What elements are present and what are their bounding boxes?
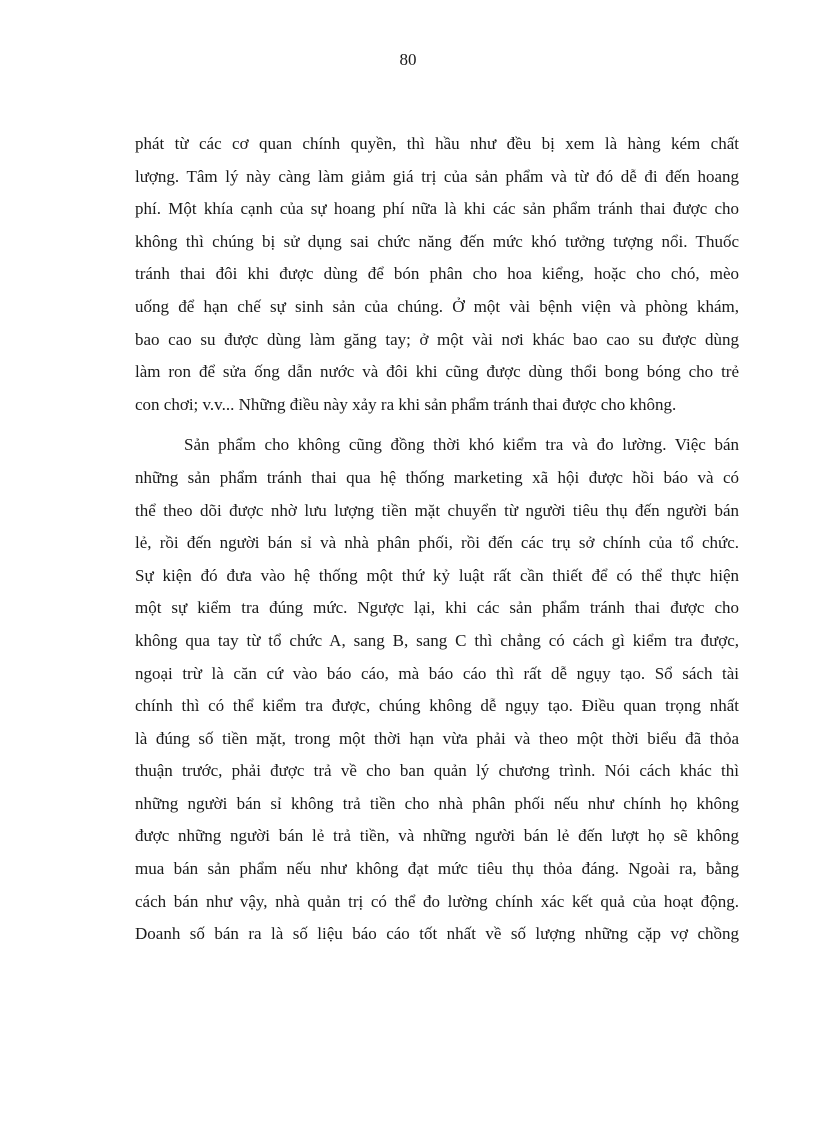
text-line: lượng. Tâm lý này càng làm giảm giá trị của sản phẩm và từ đó dễ đi đến hoang <box>135 166 739 186</box>
text-line: chính thì có thể kiểm tra được, chúng không dễ ngụy tạo. Điều quan trọng nhất <box>135 696 739 716</box>
text-line: một sự kiểm tra đúng mức. Ngược lại, khi các sản phẩm tránh thai được cho <box>135 598 739 618</box>
text-line: Doanh số bán ra là số liệu báo cáo tốt nhất về số lượng những cặp vợ chồng <box>135 924 739 944</box>
text-line: được những người bán lẻ trả tiền, và những người bán lẻ đến lượt họ sẽ không <box>135 826 739 846</box>
text-line: cách bán như vậy, nhà quản trị có thể đo lường chính xác kết quả của hoạt động. <box>135 891 739 911</box>
text-line: uống để hạn chế sự sinh sản của chúng. Ở một vài bệnh viện và phòng khám, <box>135 296 739 316</box>
text-line: là đúng số tiền mặt, trong một thời hạn vừa phải và theo một thời biểu đã thỏa <box>135 728 739 748</box>
text-line: Sản phẩm cho không cũng đồng thời khó kiểm tra và đo lường. Việc bán <box>184 435 739 455</box>
text-line: những sản phẩm tránh thai qua hệ thống marketing xã hội được hồi báo và có <box>135 467 739 487</box>
text-line: phí. Một khía cạnh của sự hoang phí nữa là khi các sản phẩm tránh thai được cho <box>135 199 739 219</box>
text-line: phát từ các cơ quan chính quyền, thì hầu như đều bị xem là hàng kém chất <box>135 134 739 153</box>
body-text <box>135 128 739 951</box>
text-line: thuận trước, phải được trả về cho ban quản lý chương trình. Nói cách khác thì <box>135 761 739 781</box>
paragraph-1 <box>135 128 739 421</box>
text-line: thể theo dõi được nhờ lưu lượng tiền mặt chuyển từ người tiêu thụ đến người bán <box>135 500 739 520</box>
text-line: lẻ, rồi đến người bán sỉ và nhà phân phối, rồi đến các trụ sở chính của tổ chức. <box>135 533 739 553</box>
text-line: những người bán sỉ không trả tiền cho nhà phân phối nếu như chính họ không <box>135 793 739 813</box>
text-line: mua bán sản phẩm nếu như không đạt mức tiêu thụ thỏa đáng. Ngoài ra, bằng <box>135 859 739 879</box>
paragraph-2 <box>135 429 739 951</box>
text-line: không qua tay từ tổ chức A, sang B, sang C thì chẳng có cách gì kiểm tra được, <box>135 630 739 650</box>
page-number: 80 <box>399 50 417 69</box>
text-line: không thì chúng bị sử dụng sai chức năng đến mức khó tưởng tượng nổi. Thuốc <box>135 231 739 251</box>
text-line: Sự kiện đó đưa vào hệ thống một thứ kỷ luật rất cần thiết để có thể thực hiện <box>135 565 739 585</box>
text-line: tránh thai đôi khi được dùng để bón phân cho hoa kiểng, hoặc cho chó, mèo <box>135 264 739 284</box>
text-line: con chơi; v.v... Những điều này xảy ra khi sản phẩm tránh thai được cho không. <box>135 394 677 414</box>
text-line: ngoại trừ là căn cứ vào báo cáo, mà báo cáo thì rất dễ ngụy tạo. Sổ sách tài <box>135 663 739 683</box>
text-line: làm ron để sửa ống dẫn nước và đôi khi cũng được dùng thổi bong bóng cho trẻ <box>135 362 739 382</box>
text-line: bao cao su được dùng làm găng tay; ở một vài nơi khác bao cao su được dùng <box>135 329 739 349</box>
